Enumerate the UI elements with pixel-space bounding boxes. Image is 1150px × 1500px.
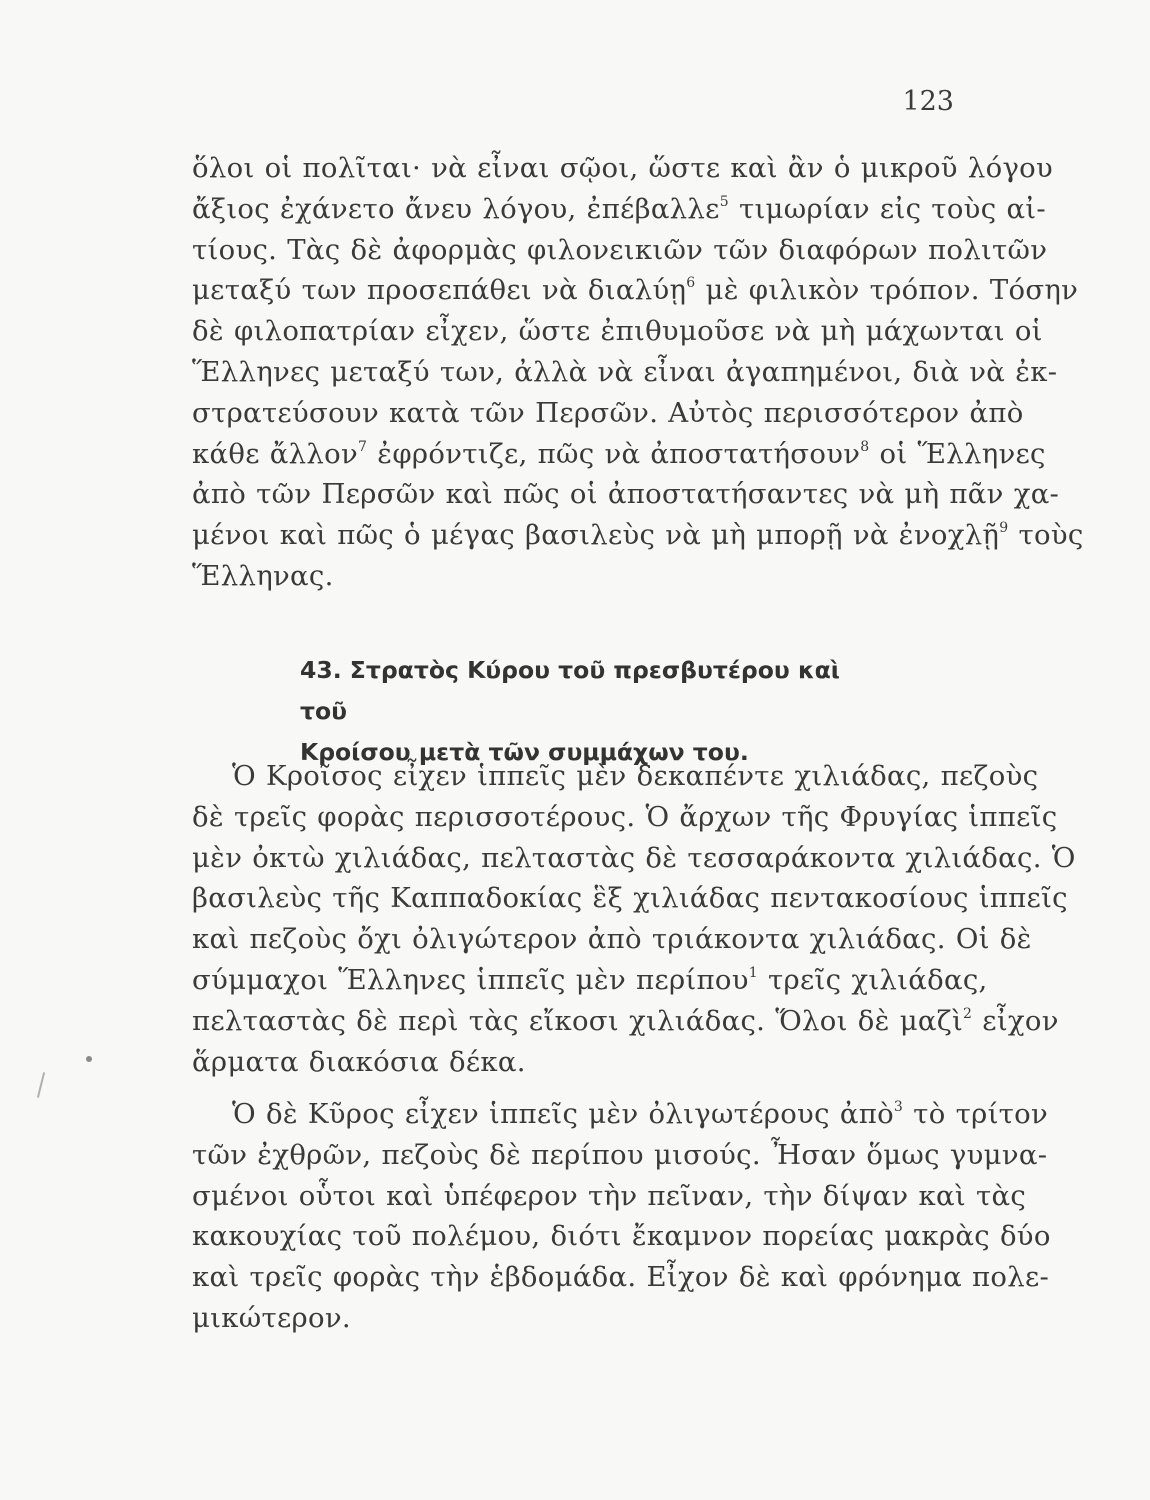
- footnote-marker: 9: [999, 520, 1009, 537]
- footnote-marker: 1: [748, 964, 758, 981]
- paragraph-3: [192, 1094, 1051, 1339]
- margin-mark: [37, 1072, 45, 1098]
- text-line: ἅρματα διακόσια δέκα.: [192, 1045, 526, 1078]
- margin-mark: [86, 1056, 92, 1062]
- page-number: 123: [902, 86, 954, 117]
- text-line: Ὁ δὲ Κῦρος εἶχεν ἱππεῖς μὲν ὀλιγωτέρους ἀπὸ$^3$ τὸ τρίτον: [232, 1098, 1049, 1130]
- text-line: Ἕλληνας.: [192, 559, 334, 592]
- text-line: σμένοι οὗτοι καὶ ὑπέφερον τὴν πεῖναν, τὴν δίψαν καὶ τὰς: [192, 1179, 1027, 1212]
- text-line: κάθε ἄλλον$^7$ ἐφρόντιζε, πῶς νὰ ἀποστατήσουν$^8$ οἱ Ἕλληνες: [192, 437, 1046, 470]
- text-line: πελταστὰς δὲ περὶ τὰς εἴκοσι χιλιάδας. Ὅλοι δὲ μαζὶ$^2$ εἶχον: [192, 1004, 1059, 1037]
- text-line: σύμμαχοι Ἕλληνες ἱππεῖς μὲν περίπου$^1$ τρεῖς χιλιάδας,: [192, 963, 988, 996]
- text-line: καὶ πεζοὺς ὄχι ὀλιγώτερον ἀπὸ τριάκοντα χιλιάδας. Οἱ δὲ: [192, 923, 1032, 956]
- text-line: μὲν ὀκτὼ χιλιάδας, πελταστὰς δὲ τεσσαράκοντα χιλιάδας. Ὁ: [192, 841, 1076, 874]
- paragraph-1: [192, 148, 1084, 597]
- footnote-marker: 2: [963, 1005, 973, 1022]
- text-line: στρατεύσουν κατὰ τῶν Περσῶν. Αὐτὸς περισσότερον ἀπὸ: [192, 396, 1024, 429]
- text-line: μικώτερον.: [192, 1301, 351, 1334]
- text-line: μένοι καὶ πῶς ὁ μέγας βασιλεὺς νὰ μὴ μπορῇ νὰ ἐνοχλῇ$^9$ τοὺς: [192, 519, 1084, 552]
- heading-line-2: Κροίσου μετὰ τῶν συμμάχων του.: [300, 738, 749, 766]
- paragraph-2: [192, 756, 1076, 1082]
- text-line: καὶ τρεῖς φορὰς τὴν ἑβδομάδα. Εἶχον δὲ καὶ φρόνημα πολε-: [192, 1261, 1050, 1294]
- footnote-marker: 7: [358, 438, 368, 455]
- text-line: δὲ τρεῖς φορὰς περισσοτέρους. Ὁ ἄρχων τῆς Φρυγίας ἱππεῖς: [192, 800, 1058, 833]
- footnote-marker: 6: [686, 275, 696, 292]
- text-line: τῶν ἐχθρῶν, πεζοὺς δὲ περίπου μισούς. Ἦσαν ὅμως γυμνα-: [192, 1138, 1048, 1171]
- text-line: Ὁ Κροῖσος εἶχεν ἱππεῖς μὲν δεκαπέντε χιλιάδας, πεζοὺς: [232, 760, 1039, 792]
- text-line: ἀπὸ τῶν Περσῶν καὶ πῶς οἱ ἀποστατήσαντες νὰ μὴ πᾶν χα-: [192, 478, 1060, 511]
- text-line: Ἕλληνες μεταξύ των, ἀλλὰ νὰ εἶναι ἀγαπημένοι, διὰ νὰ ἐκ-: [192, 355, 1058, 388]
- text-line: τίους. Τὰς δὲ ἀφορμὰς φιλονεικιῶν τῶν διαφόρων πολιτῶν: [192, 233, 1048, 266]
- heading-line-1: 43. Στρατὸς Κύρου τοῦ πρεσβυτέρου καὶ τοῦ: [300, 656, 840, 725]
- text-line: κακουχίας τοῦ πολέμου, διότι ἔκαμνον πορείας μακρὰς δύο: [192, 1220, 1051, 1253]
- text-line: ἄξιος ἐχάνετο ἄνευ λόγου, ἐπέβαλλε$^5$ τιμωρίαν εἰς τοὺς αἰ-: [192, 192, 1046, 225]
- text-line: δὲ φιλοπατρίαν εἶχεν, ὥστε ἐπιθυμοῦσε νὰ μὴ μάχωνται οἱ: [192, 315, 1043, 348]
- footnote-marker: 3: [893, 1099, 904, 1115]
- text-line: βασιλεὺς τῆς Καππαδοκίας ἓξ χιλιάδας πεντακοσίους ἱππεῖς: [192, 882, 1068, 915]
- text-line: μεταξύ των προσεπάθει νὰ διαλύῃ$^6$ μὲ φιλικὸν τρόπον. Τόσην: [192, 274, 1079, 307]
- text-line: ὅλοι οἱ πολῖται· νὰ εἶναι σῷοι, ὥστε καὶ ἂν ὁ μικροῦ λόγου: [192, 152, 1054, 184]
- section-heading: [300, 650, 860, 773]
- footnote-marker: 5: [719, 193, 729, 210]
- footnote-marker: 8: [860, 438, 870, 455]
